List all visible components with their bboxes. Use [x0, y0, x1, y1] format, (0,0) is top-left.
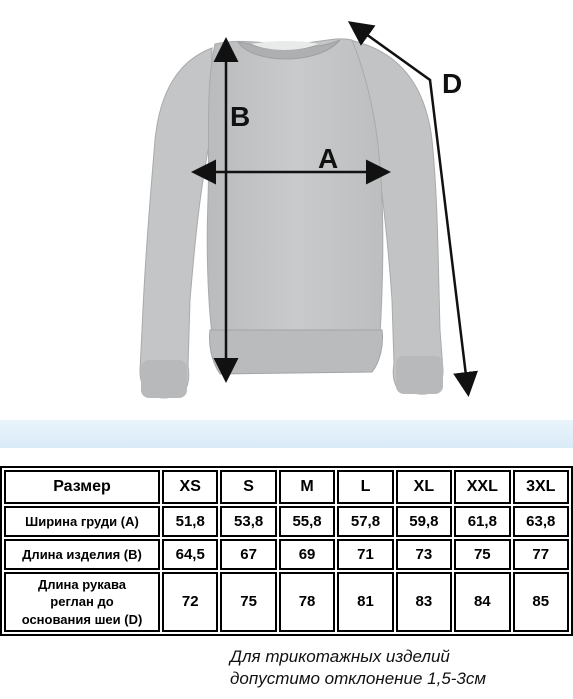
table-cell: 71 [337, 539, 393, 570]
table-cell: 83 [396, 572, 452, 632]
divider-band [0, 420, 573, 448]
row-label-sleeve-line: реглан до [50, 594, 114, 610]
right-cuff [396, 356, 443, 394]
table-cell: 75 [454, 539, 510, 570]
table-cell: 51,8 [162, 506, 218, 537]
row-label-sleeve-line: Длина рукава [38, 576, 126, 592]
label-a: A [318, 143, 339, 174]
table-cell: 85 [513, 572, 569, 632]
header-label: Размер [4, 470, 160, 504]
table-cell: 75 [220, 572, 276, 632]
table-cell: 81 [337, 572, 393, 632]
table-cell: 73 [396, 539, 452, 570]
size-3xl: 3XL [513, 470, 569, 504]
left-cuff [141, 360, 187, 398]
table-cell: 59,8 [396, 506, 452, 537]
row-label-sleeve-line: основания шеи (D) [21, 611, 143, 627]
size-xl: XL [396, 470, 452, 504]
table-cell: 67 [220, 539, 276, 570]
label-b: B [230, 101, 251, 132]
table-cell: 53,8 [220, 506, 276, 537]
table-header-row [4, 470, 569, 504]
table-cell: 55,8 [279, 506, 335, 537]
tolerance-note [230, 646, 550, 690]
left-sleeve [140, 48, 212, 398]
table-cell: 63,8 [513, 506, 569, 537]
table-row-chest [4, 506, 569, 537]
table-row-length [4, 539, 569, 570]
table-cell: 64,5 [162, 539, 218, 570]
size-xxl: XXL [454, 470, 510, 504]
size-xs: XS [162, 470, 218, 504]
row-label-sleeve [4, 572, 160, 632]
table-cell: 78 [279, 572, 335, 632]
size-m: M [279, 470, 335, 504]
row-label-length: Длина изделия (В) [4, 539, 160, 570]
table-cell: 72 [162, 572, 218, 632]
tolerance-note-line: допустимо отклонение 1,5-3см [230, 669, 487, 688]
size-s: S [220, 470, 276, 504]
row-label-chest: Ширина груди (А) [4, 506, 160, 537]
table-cell: 84 [454, 572, 510, 632]
size-table [0, 466, 573, 636]
table-cell: 77 [513, 539, 569, 570]
tolerance-note-line: Для трикотажных изделий [230, 647, 450, 666]
table-cell: 61,8 [454, 506, 510, 537]
table-cell: 57,8 [337, 506, 393, 537]
table-row-sleeve [4, 572, 569, 632]
size-l: L [337, 470, 393, 504]
waistband [209, 330, 382, 374]
label-d: D [442, 68, 463, 99]
sweatshirt-body [207, 39, 383, 335]
table-cell: 69 [279, 539, 335, 570]
